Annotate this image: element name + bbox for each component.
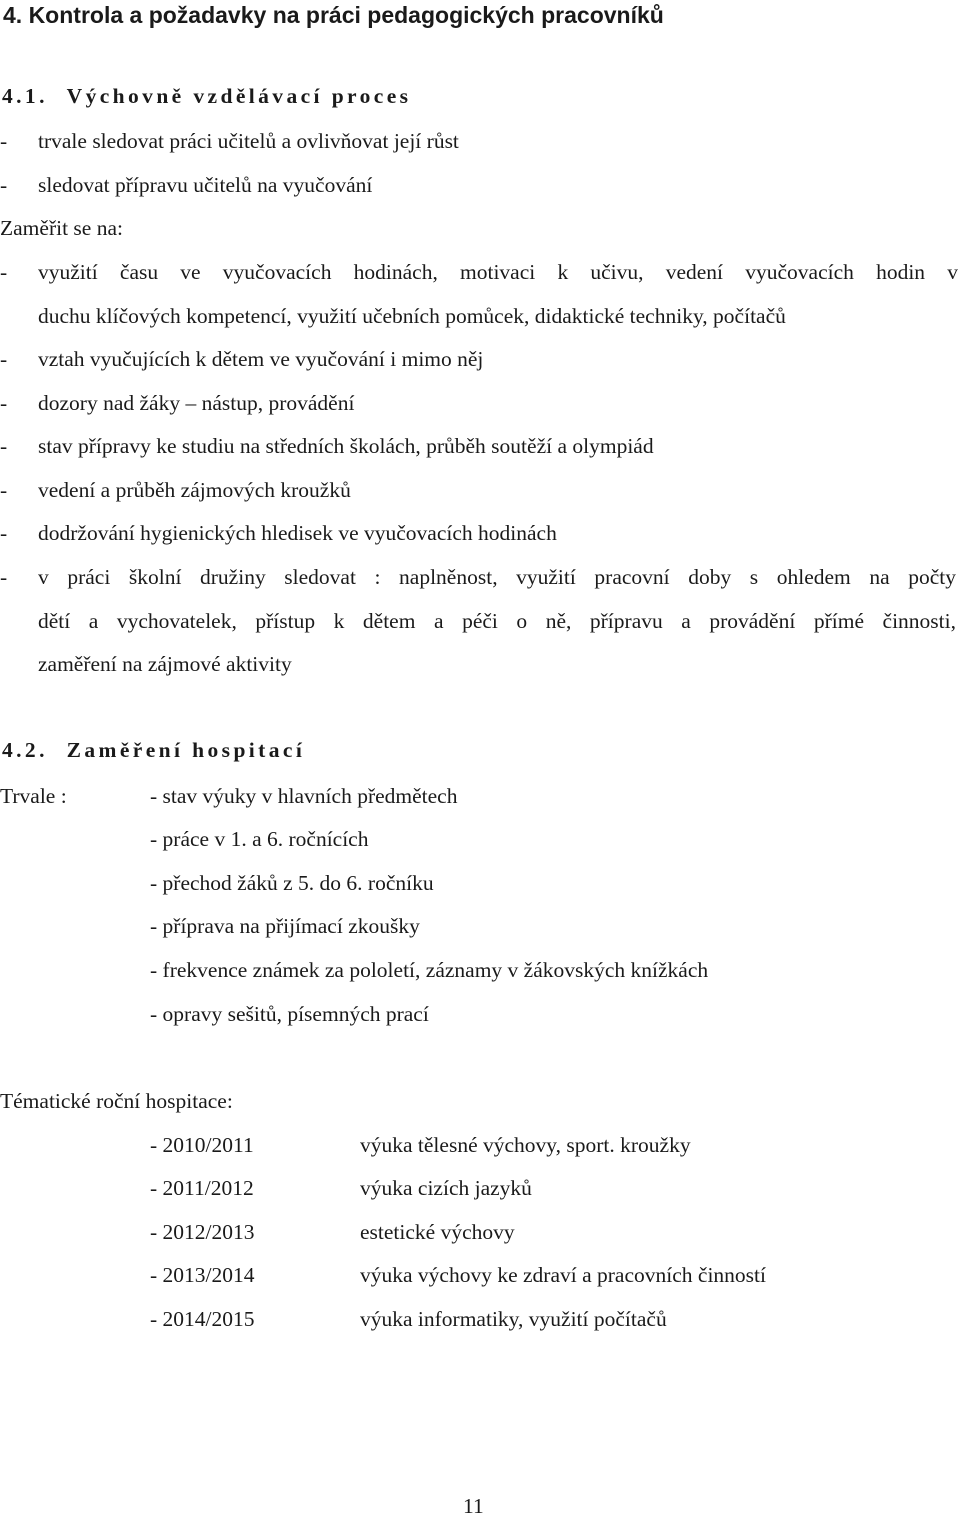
thematic-year: - 2014/2015 — [150, 1307, 255, 1331]
focus-label: Zaměřit se na: — [0, 216, 123, 240]
thematic-year: - 2013/2014 — [150, 1263, 255, 1287]
list-item: - přechod žáků z 5. do 6. ročníku — [150, 871, 434, 895]
thematic-topic: výuka informatiky, využití počítačů — [360, 1307, 667, 1331]
list-item: - vedení a průběh zájmových kroužků — [0, 478, 351, 502]
trvale-label: Trvale : — [0, 784, 67, 808]
thematic-topic: výuka tělesné výchovy, sport. kroužky — [360, 1133, 691, 1157]
list-item: - opravy sešitů, písemných prací — [150, 1002, 429, 1026]
list-item-continuation: duchu klíčových kompetencí, využití učebních pomůcek, didaktické techniky, počítačů — [38, 304, 786, 328]
thematic-year: - 2011/2012 — [150, 1176, 254, 1200]
list-item: - využití času ve vyučovacích hodinách, motivaci k učivu, vedení vyučovacích hodin v — [0, 260, 958, 284]
list-item: - vztah vyučujících k dětem ve vyučování i mimo něj — [0, 347, 484, 371]
section-4-1-title — [2, 84, 411, 109]
section-4-2-title — [2, 738, 305, 763]
list-item-continuation: dětí a vychovatelek, přístup k dětem a péči o ně, přípravu a provádění přímé činnosti, — [38, 609, 956, 633]
thematic-year: - 2010/2011 — [150, 1133, 254, 1157]
section-number: 4.2. — [2, 738, 48, 762]
list-item: - v práci školní družiny sledovat : naplněnost, využití pracovní doby s ohledem na počty — [0, 565, 956, 589]
list-item: - práce v 1. a 6. ročnících — [150, 827, 369, 851]
list-item: - příprava na přijímací zkoušky — [150, 914, 420, 938]
list-item-continuation: zaměření na zájmové aktivity — [38, 652, 292, 676]
section-title-text: Výchovně vzdělávací proces — [66, 84, 412, 108]
thematic-topic: estetické výchovy — [360, 1220, 515, 1244]
list-item: - stav výuky v hlavních předmětech — [150, 784, 458, 808]
thematic-topic: výuka výchovy ke zdraví a pracovních činností — [360, 1263, 766, 1287]
list-item: - stav přípravy ke studiu na středních školách, průběh soutěží a olympiád — [0, 434, 654, 458]
list-item: - dozory nad žáky – nástup, provádění — [0, 391, 355, 415]
list-item: - sledovat přípravu učitelů na vyučování — [0, 173, 373, 197]
page-number: 11 — [463, 1494, 484, 1518]
thematic-label: Tématické roční hospitace: — [0, 1089, 233, 1113]
section-number: 4.1. — [2, 84, 48, 108]
list-item: - dodržování hygienických hledisek ve vyučovacích hodinách — [0, 521, 557, 545]
section-title-text: Zaměření hospitací — [66, 738, 306, 762]
list-item: - frekvence známek za pololetí, záznamy v žákovských knížkách — [150, 958, 709, 982]
thematic-topic: výuka cizích jazyků — [360, 1176, 532, 1200]
thematic-year: - 2012/2013 — [150, 1220, 255, 1244]
list-item: - trvale sledovat práci učitelů a ovlivňovat její růst — [0, 129, 459, 153]
chapter-heading: 4. Kontrola a požadavky na práci pedagogických pracovníků — [3, 2, 664, 28]
